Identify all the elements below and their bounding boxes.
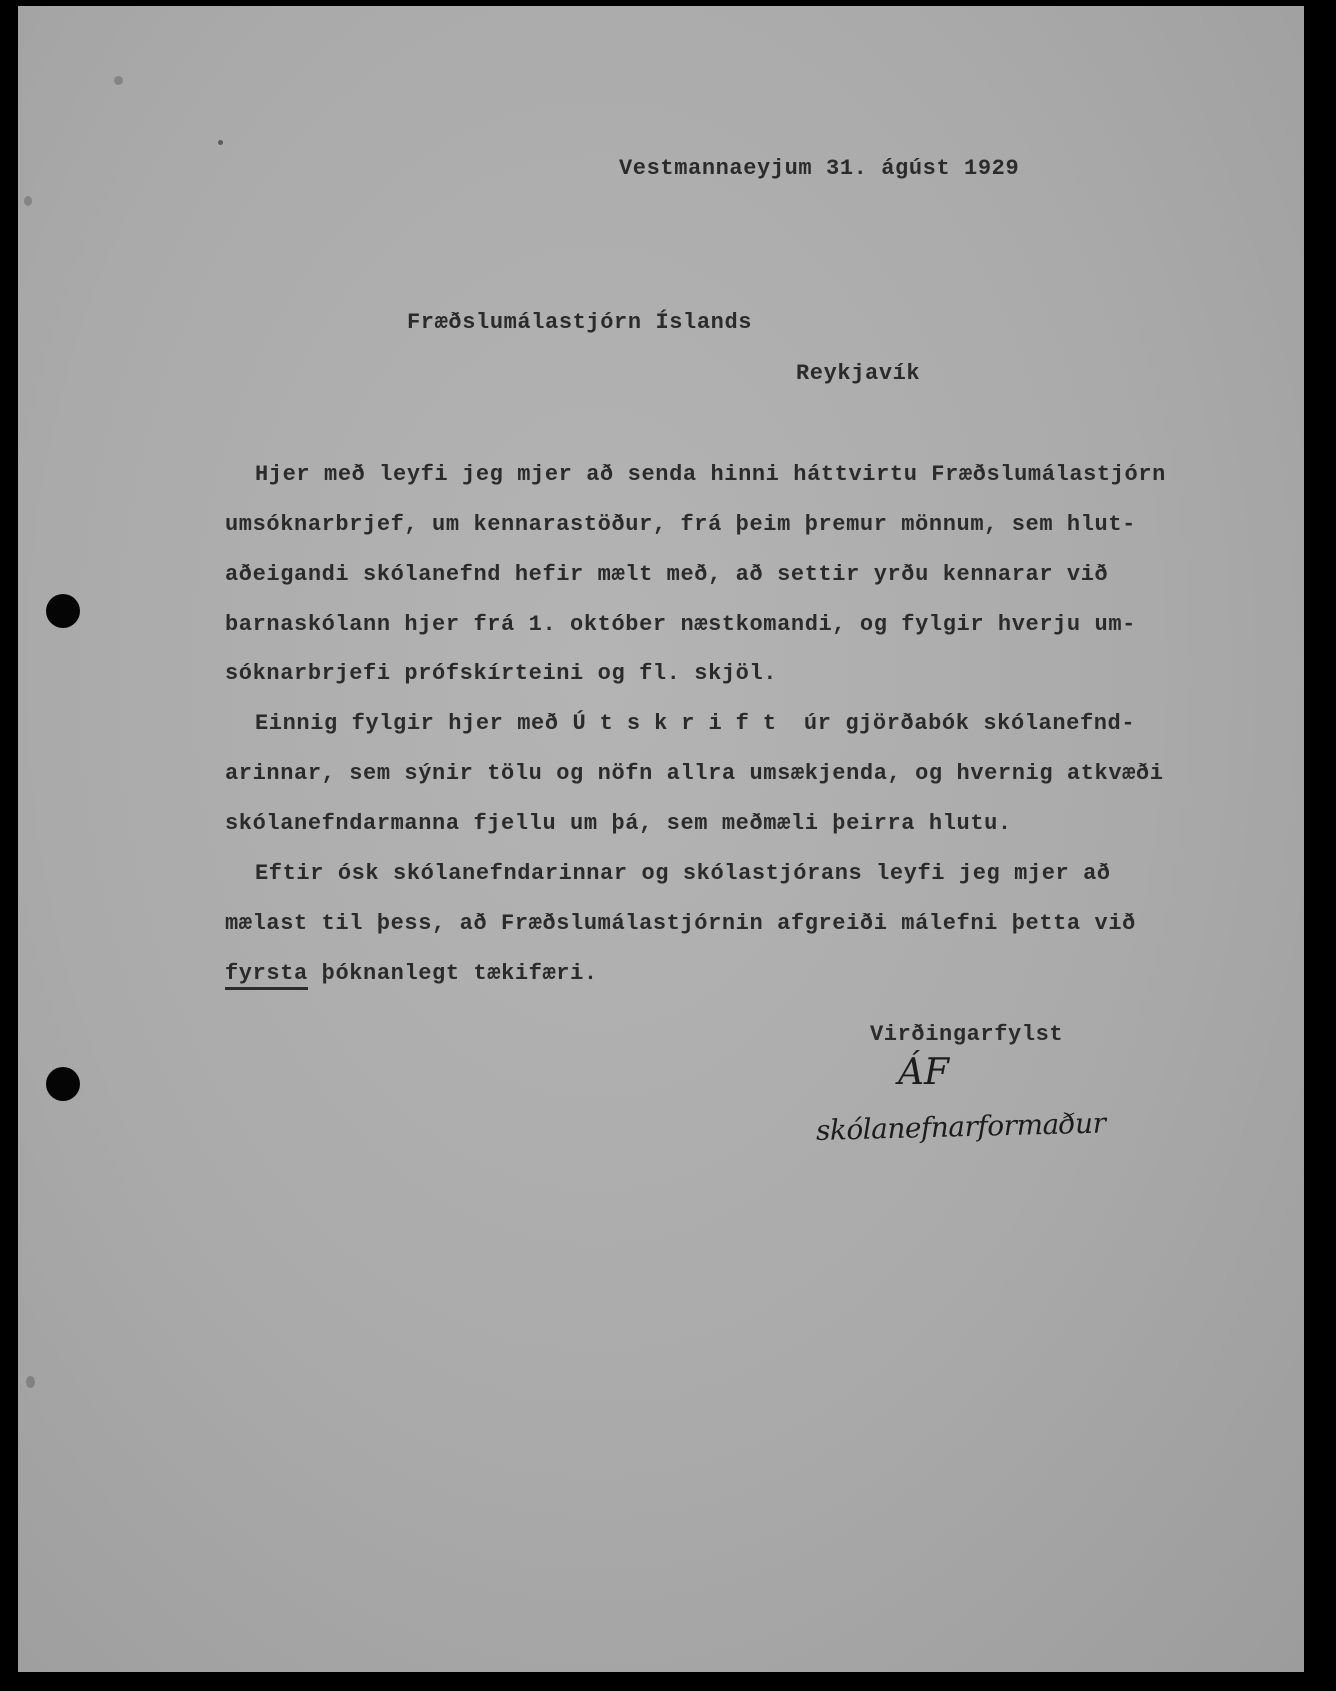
paper-speck	[24, 196, 32, 206]
body-line: mælast til þess, að Fræðslumálastjórnin afgreiði málefni þetta við	[225, 911, 1136, 936]
recipient-city: Reykjavík	[796, 361, 921, 386]
para2-before: Einnig fylgir hjer með	[255, 711, 559, 736]
body-line: Eftir ósk skólanefndarinnar og skólastjórans leyfi jeg mjer að	[255, 861, 1111, 886]
body-line: Hjer með leyfi jeg mjer að senda hinni háttvirtu Fræðslumálastjórn	[255, 462, 1166, 487]
signature-initials: ÁF	[898, 1052, 949, 1093]
underlined-word: fyrsta	[225, 961, 308, 990]
date-line: Vestmannaeyjum 31. ágúst 1929	[619, 156, 1020, 181]
body-line: skólanefndarmanna fjellu um þá, sem meðmæli þeirra hlutu.	[225, 811, 1012, 836]
signature-title: skólanefnarformaður	[815, 1106, 1106, 1147]
paper-speck	[218, 140, 223, 145]
body-line: barnaskólann hjer frá 1. október næstkomandi, og fylgir hverju um-	[225, 612, 1136, 637]
paragraph-2-first-line	[255, 711, 1135, 736]
spaced-word-utskrift: Útskrift	[572, 711, 791, 736]
para2-after: úr gjörðabók skólanefnd-	[803, 711, 1136, 736]
last-line-rest: þóknanlegt tækifæri.	[321, 961, 598, 986]
closing: Virðingarfylst	[870, 1022, 1064, 1047]
paper-speck	[26, 1376, 35, 1388]
paper-speck	[114, 76, 123, 85]
punch-hole	[46, 594, 80, 628]
body-line: sóknarbrjefi prófskírteini og fl. skjöl.	[225, 661, 778, 686]
punch-hole	[46, 1067, 80, 1101]
body-line: arinnar, sem sýnir tölu og nöfn allra umsækjenda, og hvernig atkvæði	[225, 761, 1164, 786]
recipient-name: Fræðslumálastjórn Íslands	[407, 310, 753, 335]
last-body-line	[225, 961, 598, 986]
body-line: aðeigandi skólanefnd hefir mælt með, að settir yrðu kennarar við	[225, 562, 1109, 587]
body-line: umsóknarbrjef, um kennarastöður, frá þeim þremur mönnum, sem hlut-	[225, 512, 1136, 537]
letter-page	[18, 6, 1304, 1672]
